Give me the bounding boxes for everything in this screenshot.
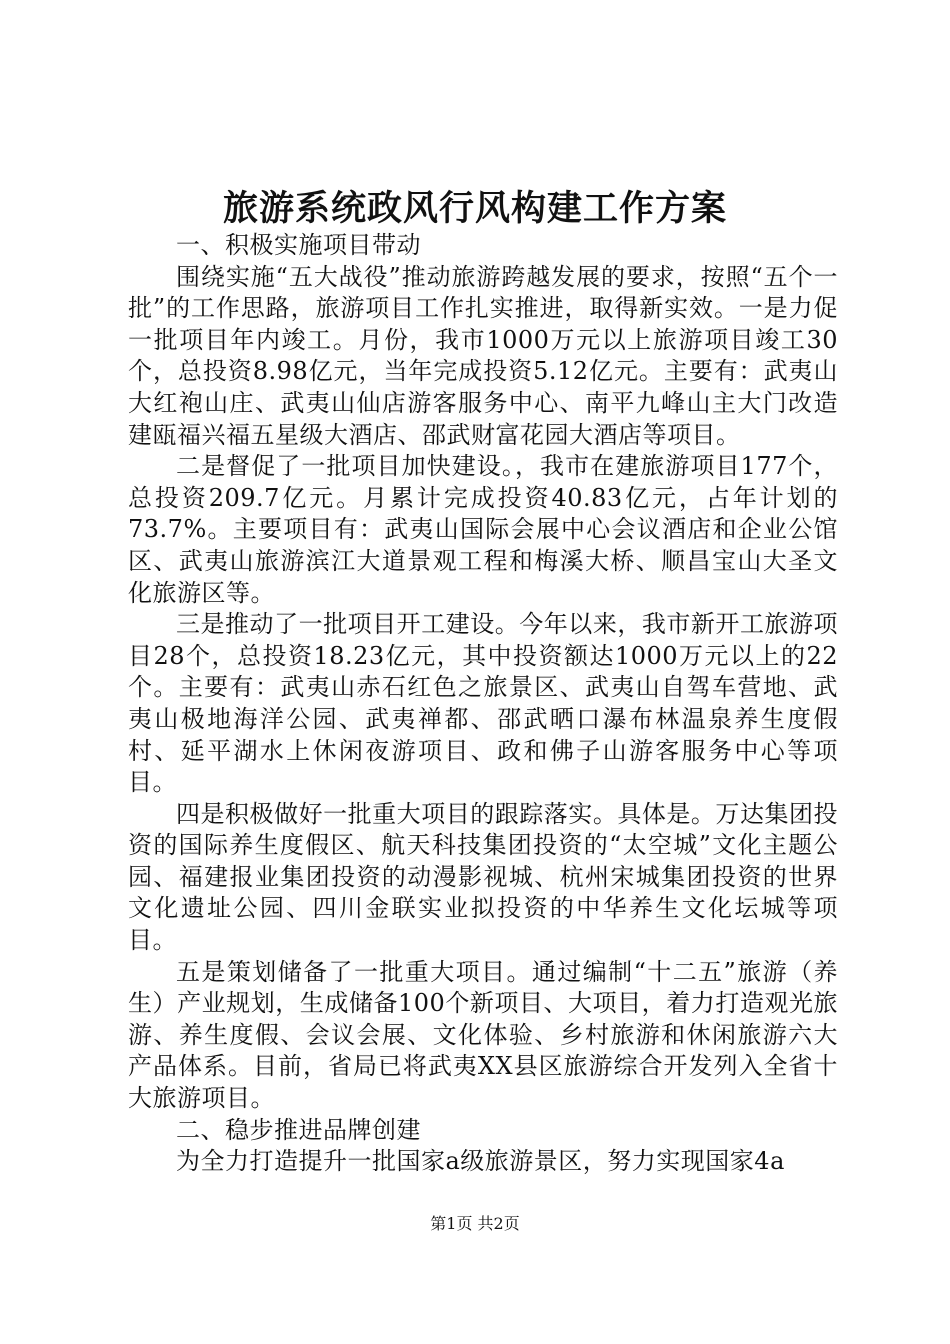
page-footer: 第1页 共2页 [430,1214,520,1233]
paragraph-3: 三是推动了一批项目开工建设。今年以来，我市新开工旅游项目28个，总投资18.23亿元，其中投资额达1000万元以上的22个。主要有：武夷山赤石红色之旅景区、武夷山自驾车营地、武夷山极地海洋公园、武夷禅都、邵武晒口瀑布林温泉养生度假村、延平湖水上休闲夜游项目、政和佛子山游客服务中心等项目。 [128,610,838,797]
section-heading-1: 一、积极实施项目带动 [176,231,421,259]
paragraph-2: 二是督促了一批项目加快建设。，我市在建旅游项目177个，总投资209.7亿元。月累计完成投资40.83亿元，占年计划的73.7%。主要项目有：武夷山国际会展中心会议酒店和企业公馆区、武夷山旅游滨江大道景观工程和梅溪大桥、顺昌宝山大圣文化旅游区等。 [128,452,838,607]
paragraph-1: 围绕实施“五大战役”推动旅游跨越发展的要求，按照“五个一批”的工作思路，旅游项目工作扎实推进，取得新实效。一是力促一批项目年内竣工。月份，我市1000万元以上旅游项目竣工30个，总投资8.98亿元，当年完成投资5.12亿元。主要有：武夷山大红袍山庄、武夷山仙店游客服务中心、南平九峰山主大门改造建瓯福兴福五星级大酒店、邵武财富花园大酒店等项目。 [128,262,838,449]
document-title: 旅游系统政风行风构建工作方案 [222,188,727,229]
paragraph-4: 四是积极做好一批重大项目的跟踪落实。具体是。万达集团投资的国际养生度假区、航天科技集团投资的“太空城”文化主题公园、福建报业集团投资的动漫影视城、杭州宋城集团投资的世界文化遗址公园、四川金联实业拟投资的中华养生文化坛城等项目。 [128,799,838,955]
paragraph-5: 五是策划储备了一批重大项目。通过编制“十二五”旅游（养生）产业规划，生成储备100个新项目、大项目，着力打造观光旅游、养生度假、会议会展、文化体验、乡村旅游和休闲旅游六大产品体系。目前，省局已将武夷XX县区旅游综合开发列入全省十大旅游项目。 [128,957,838,1113]
section-heading-2: 二、稳步推进品牌创建 [176,1115,421,1144]
paragraph-6: 为全力打造提升一批国家a级旅游景区，努力实现国家4a [176,1147,785,1176]
document-body [128,230,838,1178]
